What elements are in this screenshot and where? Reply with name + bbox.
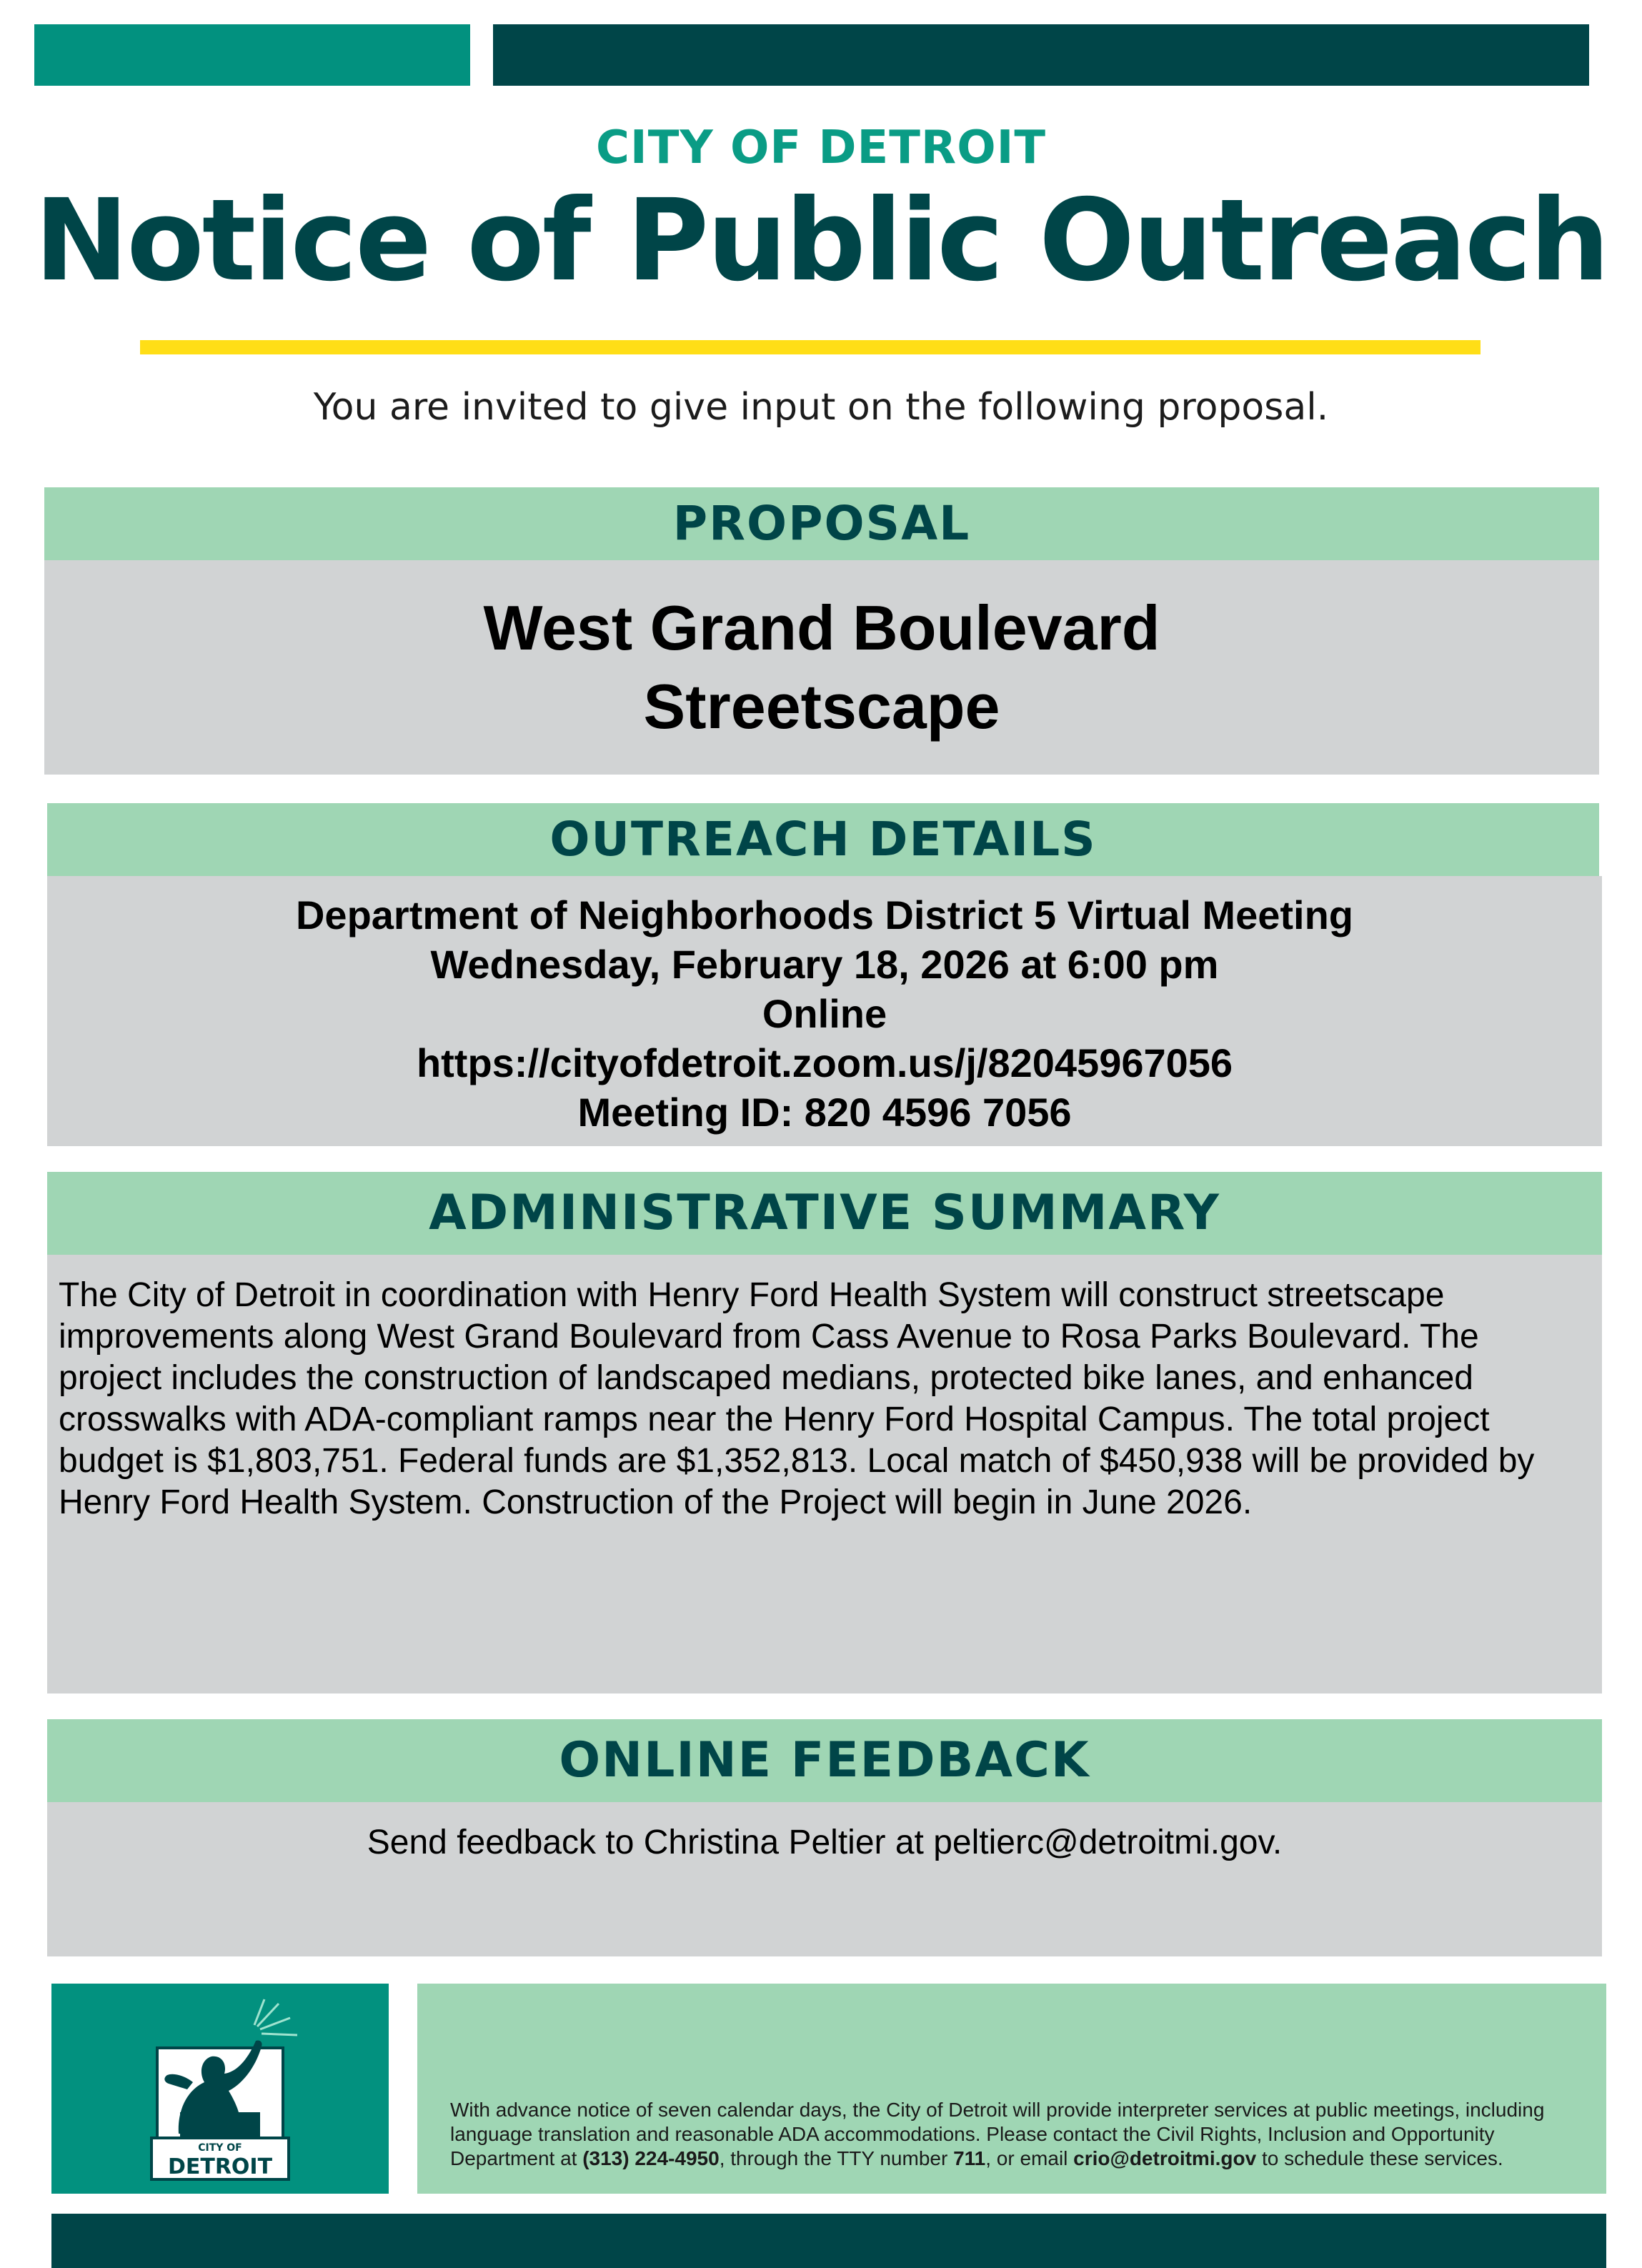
- administrative-summary-heading: ADMINISTRATIVE SUMMARY: [47, 1172, 1602, 1255]
- notice-part1: With advance notice of seven calendar days, the City of Detroit will provide interpreter services at public meetings, including language translation and reasonable ADA accommodations. Please contact the Civil Rights, Inclusion and Opportunity Department at: [450, 2099, 1545, 2169]
- meeting-datetime: Wednesday, February 18, 2026 at 6:00 pm: [430, 942, 1219, 987]
- notice-part2: , through the TTY number: [719, 2147, 954, 2169]
- outreach-details-panel: [47, 876, 1602, 1146]
- proposal-title: [44, 589, 1599, 746]
- outreach-details-heading: OUTREACH DETAILS: [47, 803, 1599, 876]
- bottom-accent-bar: [51, 2214, 1606, 2268]
- page-title: Notice of Public Outreach: [34, 175, 1608, 307]
- org-name: CITY OF DETROIT: [595, 121, 1047, 174]
- title-underline: [140, 340, 1481, 354]
- meeting-id: Meeting ID: 820 4596 7056: [577, 1090, 1072, 1135]
- notice-tty: 711: [953, 2147, 986, 2169]
- invitation-text: You are invited to give input on the following proposal.: [313, 386, 1329, 429]
- proposal-panel: [44, 560, 1599, 775]
- logo-detroit: DETROIT: [167, 2154, 273, 2179]
- top-accent-bar-teal: [34, 24, 470, 86]
- proposal-title-line2: Streetscape: [643, 671, 1000, 742]
- administrative-summary-text: The City of Detroit in coordination with Henry Ford Health System will construct streetscape improvements along West Grand Boulevard from Cass Avenue to Rosa Parks Boulevard. The project includes the construction of landscaped medians, protected bike lanes, and enhanced crosswalks with ADA-compliant ramps near the Henry Ford Hospital Campus. The total project budget is $1,803,751. Federal funds are $1,352,813. Local match of $450,938 will be provided by Henry Ford Health System. Construction of the Project will begin in June 2026.: [59, 1276, 1535, 1521]
- administrative-summary-panel: [47, 1255, 1602, 1693]
- proposal-title-line1: West Grand Boulevard: [483, 592, 1160, 663]
- logo-city-of: CITY OF: [198, 2142, 242, 2154]
- city-logo-block: [51, 1984, 389, 2194]
- notice-part3: , or email: [985, 2147, 1074, 2169]
- accessibility-notice-block: [417, 1984, 1606, 2194]
- meeting-name: Department of Neighborhoods District 5 Virtual Meeting: [295, 892, 1353, 937]
- online-feedback-heading: ONLINE FEEDBACK: [47, 1719, 1602, 1802]
- feedback-instructions: Send feedback to Christina Peltier at peltierc@detroitmi.gov.: [367, 1824, 1283, 1861]
- notice-phone: (313) 224-4950: [582, 2147, 720, 2169]
- spirit-of-detroit-logo-icon: [136, 1998, 304, 2184]
- meeting-location: Online: [762, 991, 887, 1036]
- notice-email[interactable]: crio@detroitmi.gov: [1073, 2147, 1257, 2169]
- top-accent-bar-dark: [493, 24, 1589, 86]
- notice-part4: to schedule these services.: [1256, 2147, 1503, 2169]
- meeting-link[interactable]: https://cityofdetroit.zoom.us/j/82045967056: [416, 1040, 1233, 1085]
- accessibility-notice-text: [450, 2098, 1593, 2171]
- online-feedback-panel: [47, 1802, 1602, 1956]
- proposal-heading: PROPOSAL: [44, 487, 1599, 560]
